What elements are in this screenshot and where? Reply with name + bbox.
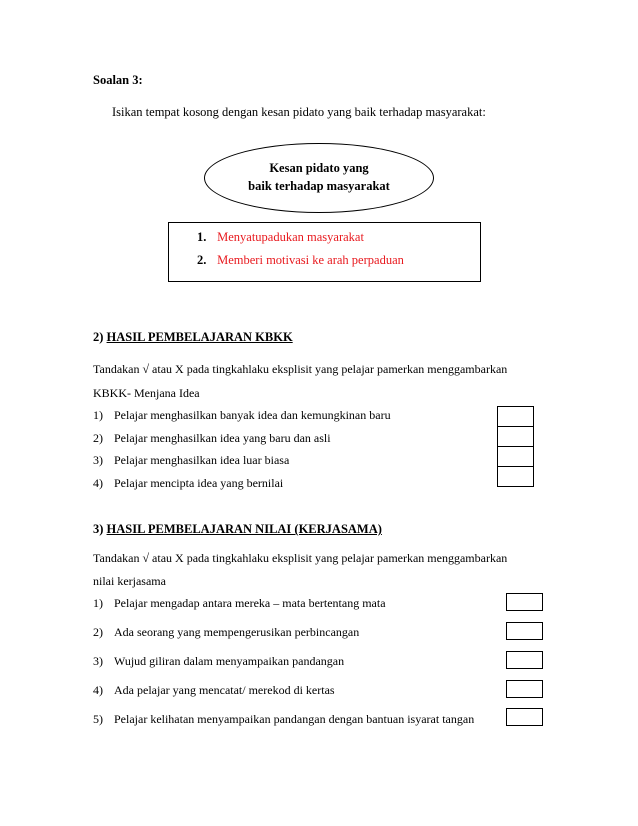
answer-text: Menyatupadukan masyarakat	[217, 230, 364, 244]
tick-box[interactable]	[497, 426, 534, 447]
nilai-heading-prefix: 3)	[93, 522, 107, 536]
item-number: 5)	[93, 712, 103, 726]
item-number: 1)	[93, 408, 103, 422]
item-text: Ada seorang yang mempengerusikan perbincangan	[114, 625, 360, 639]
nilai-heading	[93, 522, 382, 537]
item-number: 4)	[93, 476, 103, 490]
nilai-item	[93, 654, 344, 669]
tick-box[interactable]	[506, 593, 543, 611]
item-number: 3)	[93, 453, 103, 467]
tick-box[interactable]	[497, 406, 534, 427]
oval-line-2: baik terhadap masyarakat	[248, 179, 390, 193]
item-text: Pelajar mengadap antara mereka – mata bertentang mata	[114, 596, 386, 610]
item-number: 2)	[93, 625, 103, 639]
concept-oval	[204, 143, 434, 213]
tick-box[interactable]	[506, 651, 543, 669]
nilai-instruction-2: nilai kerjasama	[93, 574, 166, 588]
kbkk-item	[93, 408, 391, 423]
answer-number: 1.	[197, 230, 207, 244]
item-number: 3)	[93, 654, 103, 668]
kbkk-item	[93, 431, 331, 446]
item-text: Pelajar menghasilkan banyak idea dan kemungkinan baru	[114, 408, 391, 422]
item-text: Pelajar mencipta idea yang bernilai	[114, 476, 284, 490]
kbkk-item	[93, 453, 289, 468]
tick-box[interactable]	[497, 466, 534, 487]
kbkk-heading-text: HASIL PEMBELAJARAN KBKK	[106, 330, 293, 344]
nilai-instruction-1: Tandakan √ atau X pada tingkahlaku eksplisit yang pelajar pamerkan menggambarkan	[93, 551, 508, 565]
answer-item	[197, 230, 364, 245]
kbkk-heading-prefix: 2)	[93, 330, 107, 344]
tick-box[interactable]	[497, 446, 534, 467]
item-number: 4)	[93, 683, 103, 697]
kbkk-instruction-2: KBKK- Menjana Idea	[93, 386, 200, 400]
answer-number: 2.	[197, 253, 207, 267]
nilai-item	[93, 596, 386, 611]
item-number: 2)	[93, 431, 103, 445]
tick-box[interactable]	[506, 680, 543, 698]
kbkk-item	[93, 476, 283, 491]
nilai-item	[93, 683, 335, 698]
item-text: Pelajar menghasilkan idea luar biasa	[114, 453, 290, 467]
kbkk-heading	[93, 330, 293, 345]
answer-box	[168, 222, 481, 282]
oval-line-1: Kesan pidato yang	[269, 161, 369, 175]
item-text: Ada pelajar yang mencatat/ merekod di kertas	[114, 683, 335, 697]
tick-box[interactable]	[506, 708, 543, 726]
kbkk-instruction-1: Tandakan √ atau X pada tingkahlaku eksplisit yang pelajar pamerkan menggambarkan	[93, 362, 508, 376]
item-text: Pelajar menghasilkan idea yang baru dan asli	[114, 431, 331, 445]
nilai-item	[93, 712, 474, 727]
nilai-item	[93, 625, 359, 640]
item-number: 1)	[93, 596, 103, 610]
question-title: Soalan 3:	[93, 73, 143, 87]
answer-text: Memberi motivasi ke arah perpaduan	[217, 253, 404, 267]
answer-item	[197, 253, 404, 268]
question-instruction: Isikan tempat kosong dengan kesan pidato yang baik terhadap masyarakat:	[112, 105, 486, 119]
item-text: Pelajar kelihatan menyampaikan pandangan dengan bantuan isyarat tangan	[114, 712, 475, 726]
item-text: Wujud giliran dalam menyampaikan pandangan	[114, 654, 345, 668]
nilai-heading-text: HASIL PEMBELAJARAN NILAI (KERJASAMA)	[106, 522, 382, 536]
tick-box[interactable]	[506, 622, 543, 640]
